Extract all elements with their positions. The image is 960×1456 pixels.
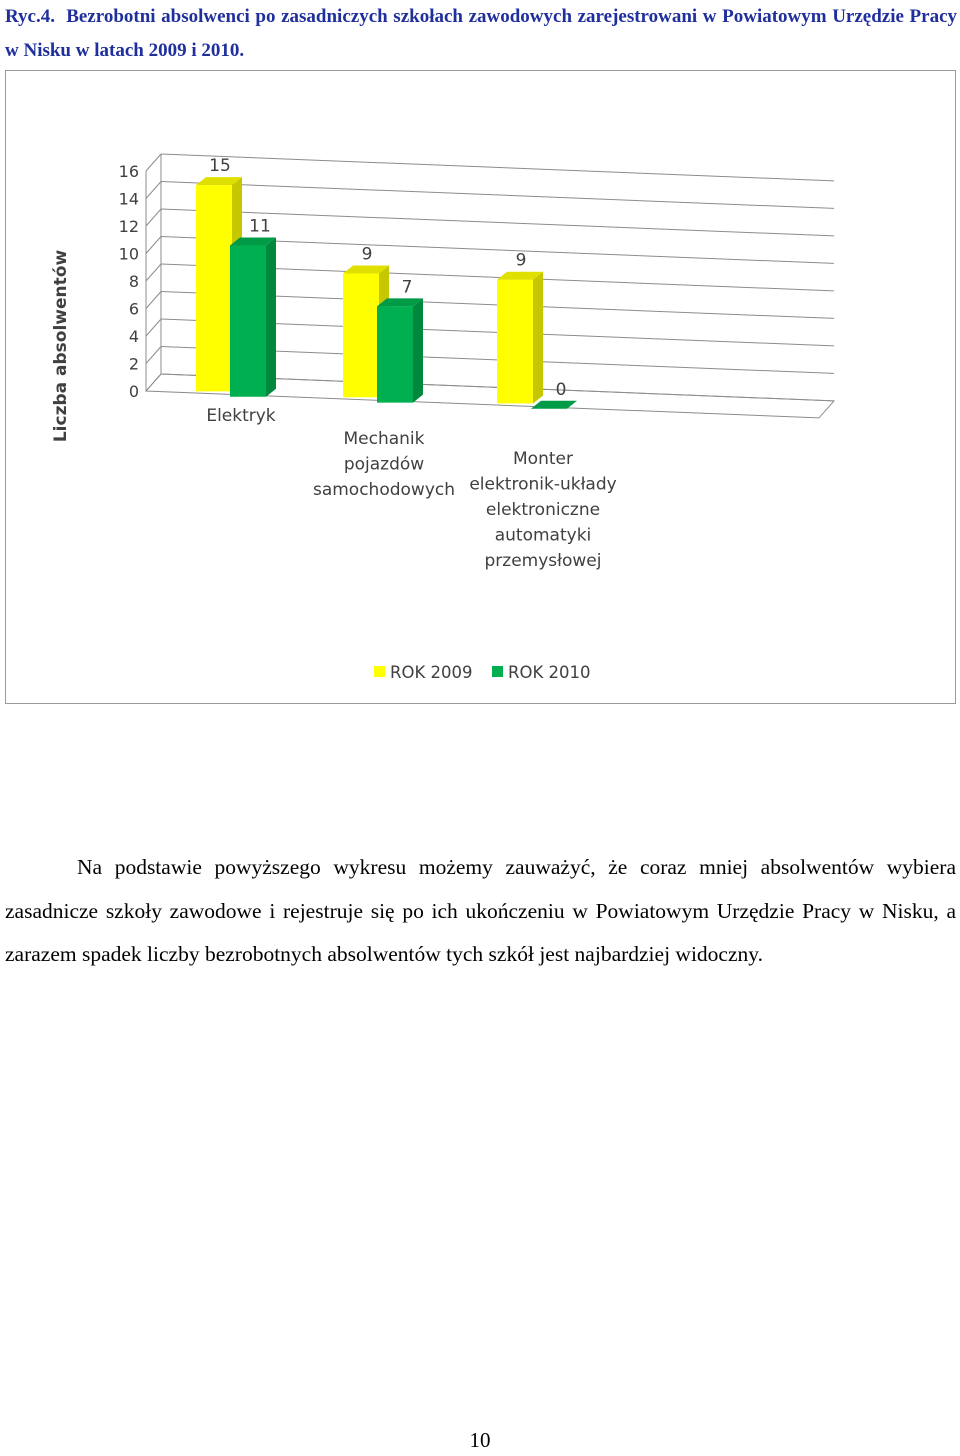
y-tick-label: 0: [128, 382, 139, 401]
category-label: elektronik-układy: [469, 474, 617, 495]
data-label: 9: [361, 244, 373, 265]
gridline-side: [146, 209, 161, 226]
gridline-side: [146, 292, 161, 309]
y-axis-label: Liczba absolwentów: [51, 249, 71, 443]
y-tick-label: 2: [128, 354, 139, 374]
bar-side: [533, 272, 543, 404]
gridline: [161, 154, 834, 181]
gridline: [161, 182, 834, 209]
bar: [230, 246, 266, 397]
category-label: Elektryk: [206, 406, 276, 426]
category-label: pojazdów: [343, 454, 425, 475]
data-label: 11: [249, 216, 271, 237]
category-label: elektroniczne: [485, 500, 601, 520]
bar-side: [266, 238, 276, 397]
category-label: przemysłowej: [484, 551, 602, 571]
gridline-side: [146, 319, 161, 336]
data-label: 9: [515, 250, 527, 271]
gridline-side: [146, 264, 161, 281]
bar: [377, 306, 413, 402]
legend-label: ROK 2009: [390, 663, 473, 682]
legend-label: ROK 2010: [508, 663, 591, 682]
page-number: 10: [469, 1428, 491, 1452]
category-label: Mechanik: [343, 429, 425, 449]
y-tick-label: 8: [128, 272, 139, 291]
data-label: 0: [555, 379, 567, 400]
bar: [196, 185, 232, 391]
figure-number: Ryc.4.: [5, 6, 55, 27]
gridline-side: [146, 182, 161, 199]
gridline-side: [146, 347, 161, 364]
category-label: samochodowych: [312, 480, 456, 500]
chart-area: [5, 70, 956, 704]
bar: [497, 280, 533, 404]
figure-title: Bezrobotni absolwenci po zasadniczych szkołach zawodowych zarejestrowani w Powiatowym Urzędzie Pracy w Nisku w latach 2009 i 2010.: [5, 6, 957, 61]
bar-side: [413, 298, 423, 402]
y-tick-label: 4: [128, 327, 139, 346]
data-label: 15: [209, 156, 231, 177]
category-label: Monter: [513, 449, 573, 469]
y-tick-label: 12: [118, 217, 139, 236]
legend-swatch: [374, 666, 385, 677]
y-tick-label: 16: [118, 162, 139, 181]
y-tick-label: 6: [128, 299, 139, 319]
bar-chart: [6, 71, 954, 702]
data-label: 7: [401, 277, 413, 298]
gridline-side: [146, 237, 161, 254]
figure-caption: [5, 0, 957, 68]
bar: [343, 274, 379, 398]
y-tick-label: 10: [118, 244, 139, 264]
category-label: automatyki: [494, 525, 592, 546]
gridline-side: [146, 154, 161, 171]
body-paragraph: Na podstawie powyższego wykresu możemy zauważyć, że coraz mniej absolwentów wybiera zasadnicze szkoły zawodowe i rejestruje się po ich ukończeniu w Powiatowym Urzędzie Pracy w Nisku, a zarazem spadek liczby bezrobotnych absolwentów tych szkół jest najbardziej widoczny.: [5, 855, 956, 966]
legend-swatch: [492, 666, 503, 677]
y-tick-label: 14: [118, 189, 139, 209]
